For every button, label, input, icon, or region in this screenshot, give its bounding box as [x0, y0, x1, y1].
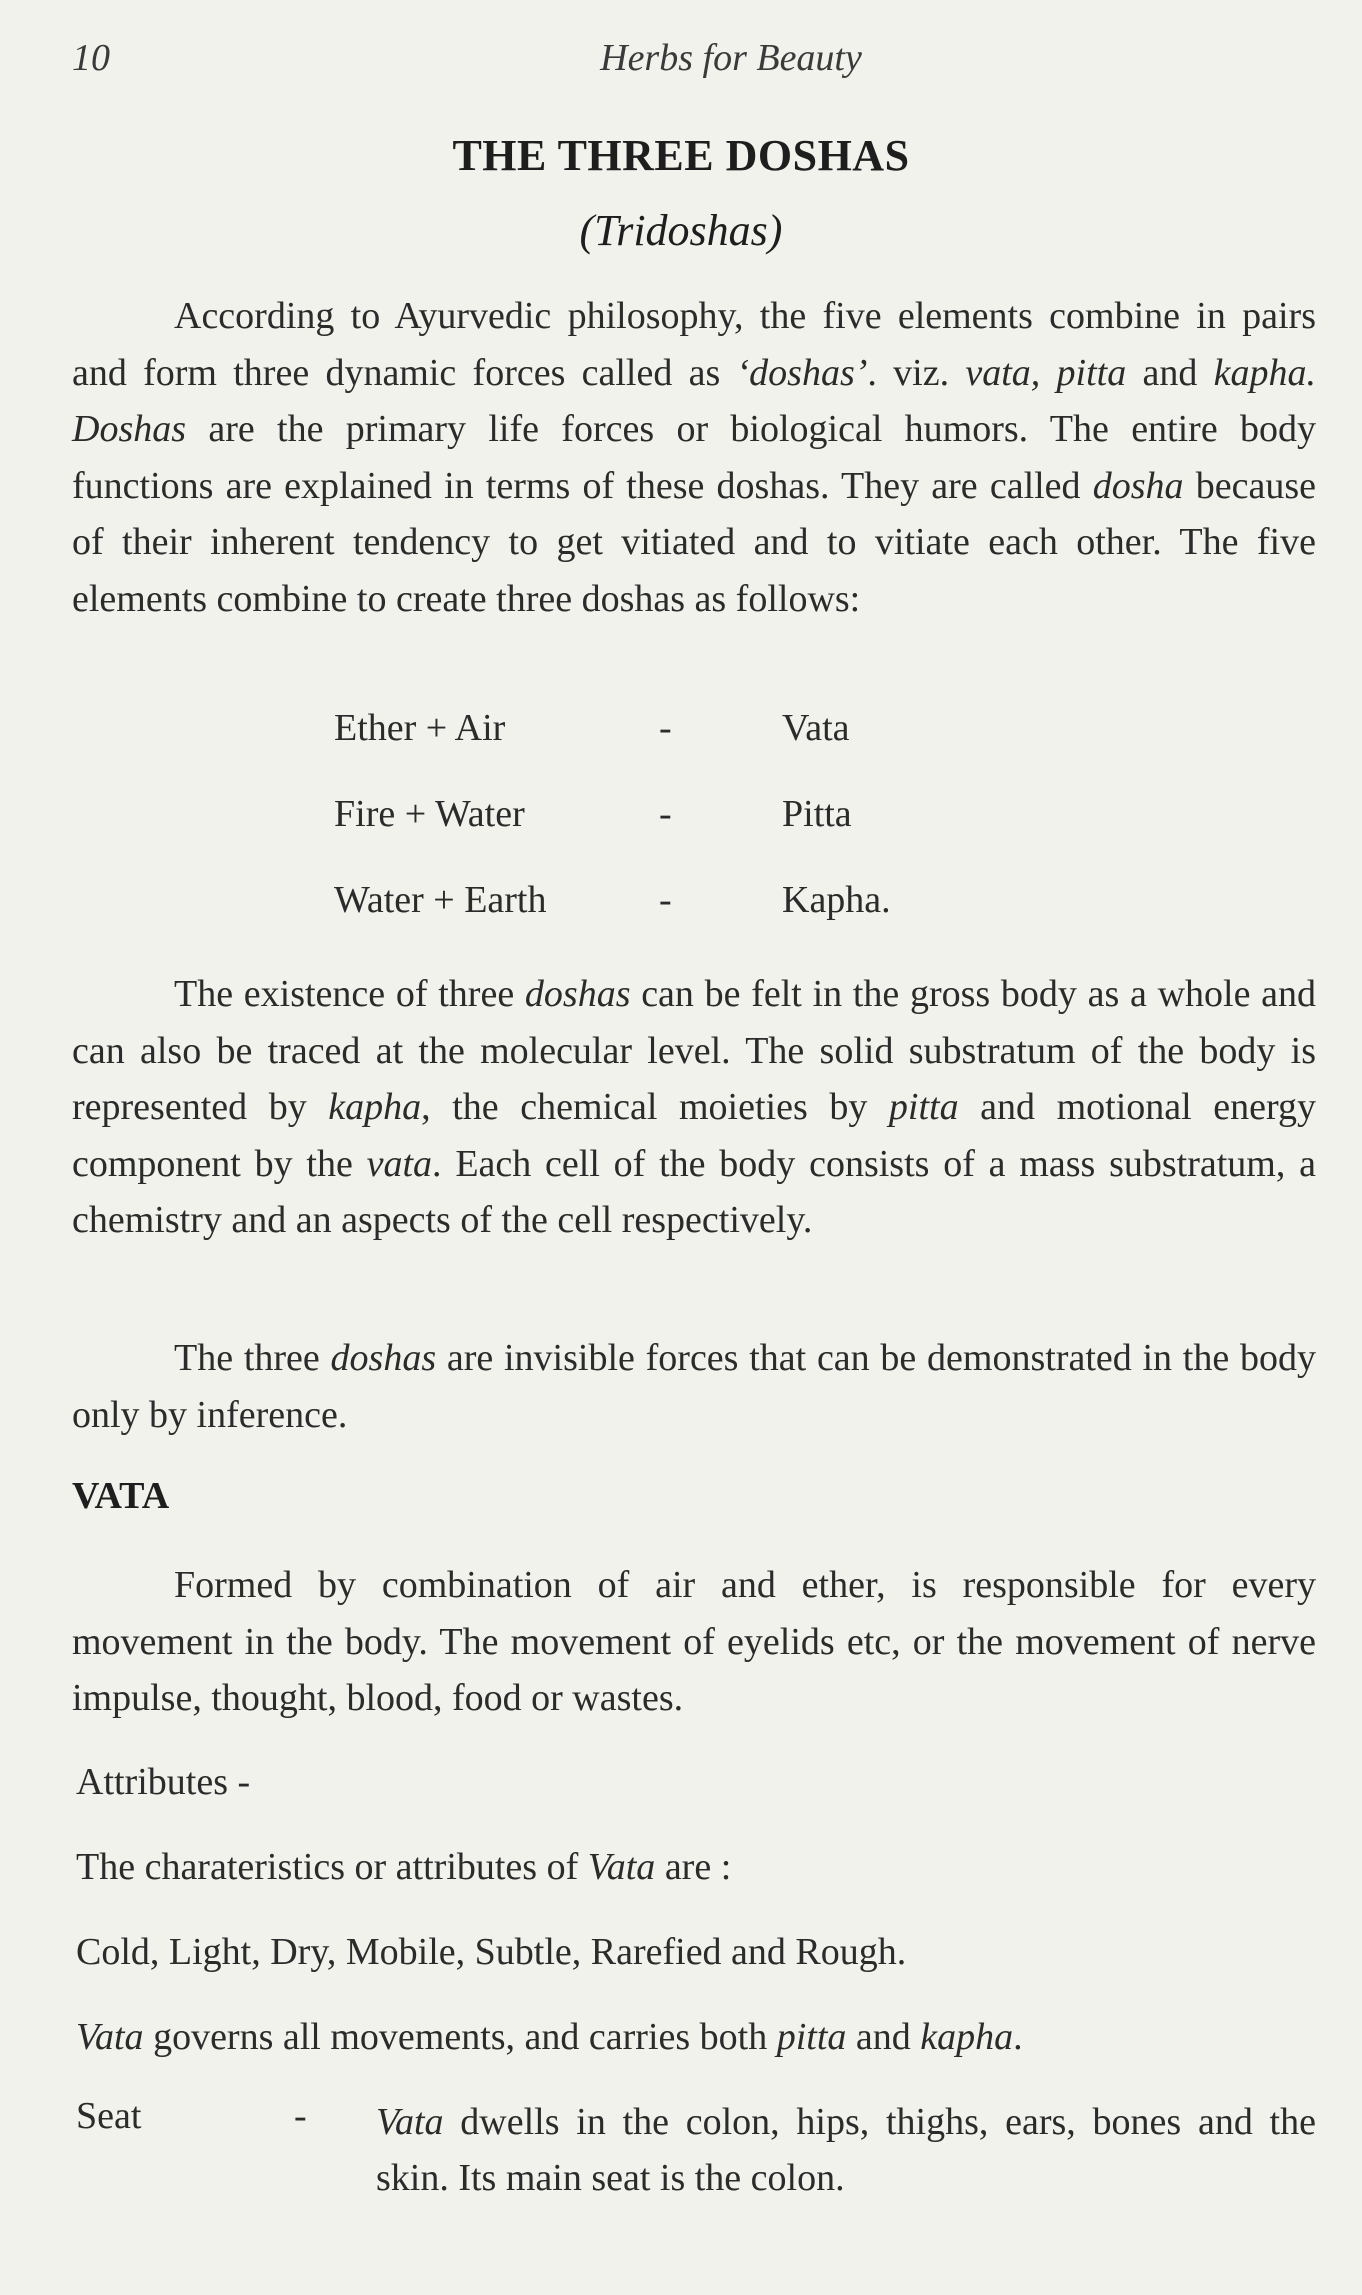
italic-text-run: doshas [524, 973, 631, 1015]
formation-elements: Water + Earth [334, 879, 547, 921]
italic-text-run: Vata [376, 2101, 444, 2143]
attributes-intro [76, 1845, 731, 1889]
italic-text-run: vata, pitta [965, 351, 1127, 394]
formation-row-kapha [334, 878, 1034, 934]
formation-dash: - [659, 707, 672, 749]
section-subtitle: (Tridoshas) [579, 206, 783, 255]
running-header [0, 36, 1362, 86]
italic-text-run: ‘doshas’ [736, 351, 868, 394]
italic-text-run: Vata [587, 1846, 656, 1888]
italic-text-run: pitta [888, 1086, 959, 1128]
vata-heading: VATA [72, 1475, 170, 1517]
italic-text-run: doshas [330, 1337, 437, 1379]
formation-elements: Fire + Water [334, 793, 525, 835]
formation-dash: - [659, 879, 672, 921]
attributes-list: Cold, Light, Dry, Mobile, Subtle, Rarefied and Rough. [76, 1931, 907, 1973]
text-run: governs all movements, and carries both [143, 2016, 777, 2058]
text-run: The three [174, 1337, 331, 1379]
existence-paragraph [72, 966, 1316, 1249]
text-run: . viz. [867, 351, 966, 394]
italic-text-run: Vata [76, 2016, 144, 2058]
text-run: Formed by combination of air and ether, is responsible for every movement in the body. The movement of eyelids etc, or the movement of nerve impulse, thought, blood, food or wastes. [72, 1564, 1316, 1719]
formation-dash: - [659, 793, 672, 835]
seat-description [376, 2094, 1316, 2206]
text-run: can be felt in the gross body as a whole and can also be traced at the molecular level. The solid substratum of the body is represented by [72, 973, 1317, 1128]
formation-dosha: Pitta [782, 793, 852, 835]
governs-line [76, 2015, 1023, 2059]
text-run: The existence of three [174, 973, 525, 1015]
text-run: According to Ayurvedic philosophy, the five elements combine in pairs and form three dynamic forces called as [72, 295, 1316, 394]
attributes-label: Attributes - [76, 1761, 251, 1803]
italic-text-run: vata [366, 1142, 433, 1185]
text-run: and [1126, 351, 1214, 394]
running-title: Herbs for Beauty [600, 37, 862, 79]
text-run: are : [655, 1846, 732, 1888]
invisible-forces-paragraph [72, 1330, 1316, 1443]
formation-dosha: Vata [782, 707, 850, 749]
italic-text-run: kapha [920, 2016, 1014, 2058]
formation-dosha: Kapha. [782, 879, 891, 921]
text-run: , the chemical moieties by [421, 1086, 889, 1128]
text-run: are the primary life forces or biological humors. The entire body functions are explained in terms of these doshas. They are called [72, 408, 1316, 507]
italic-text-run: dosha [1092, 464, 1184, 507]
text-run: The charateristics or attributes of [76, 1846, 588, 1888]
section-title: THE THREE DOSHAS [452, 131, 910, 180]
italic-text-run: pitta [776, 2016, 847, 2058]
italic-text-run: kapha [328, 1086, 422, 1128]
page-number: 10 [72, 37, 110, 79]
text-run: and [846, 2016, 921, 2058]
formation-row-vata [334, 706, 1034, 762]
seat-label: Seat [76, 2095, 142, 2137]
formation-elements: Ether + Air [334, 707, 506, 749]
vata-paragraph [72, 1557, 1316, 1727]
text-run: . Each cell of the body consists of a mass substratum, a chemistry and an aspects of the cell respectively. [72, 1142, 1316, 1241]
text-run: and motional energy component by the [72, 1086, 1317, 1185]
italic-text-run: kapha. Doshas [72, 351, 1316, 450]
text-run: because of their inherent tendency to get vitiated and to vitiate each other. The five elements combine to create three doshas as follows: [72, 464, 1316, 620]
text-run: are invisible forces that can be demonstrated in the body only by inference. [72, 1337, 1316, 1436]
text-run: . [1013, 2016, 1023, 2058]
formation-row-pitta [334, 792, 1034, 848]
intro-paragraph [72, 288, 1316, 627]
seat-dash: - [294, 2095, 307, 2137]
text-run: dwells in the colon, hips, thighs, ears, bones and the skin. Its main seat is the colon. [376, 2101, 1316, 2199]
